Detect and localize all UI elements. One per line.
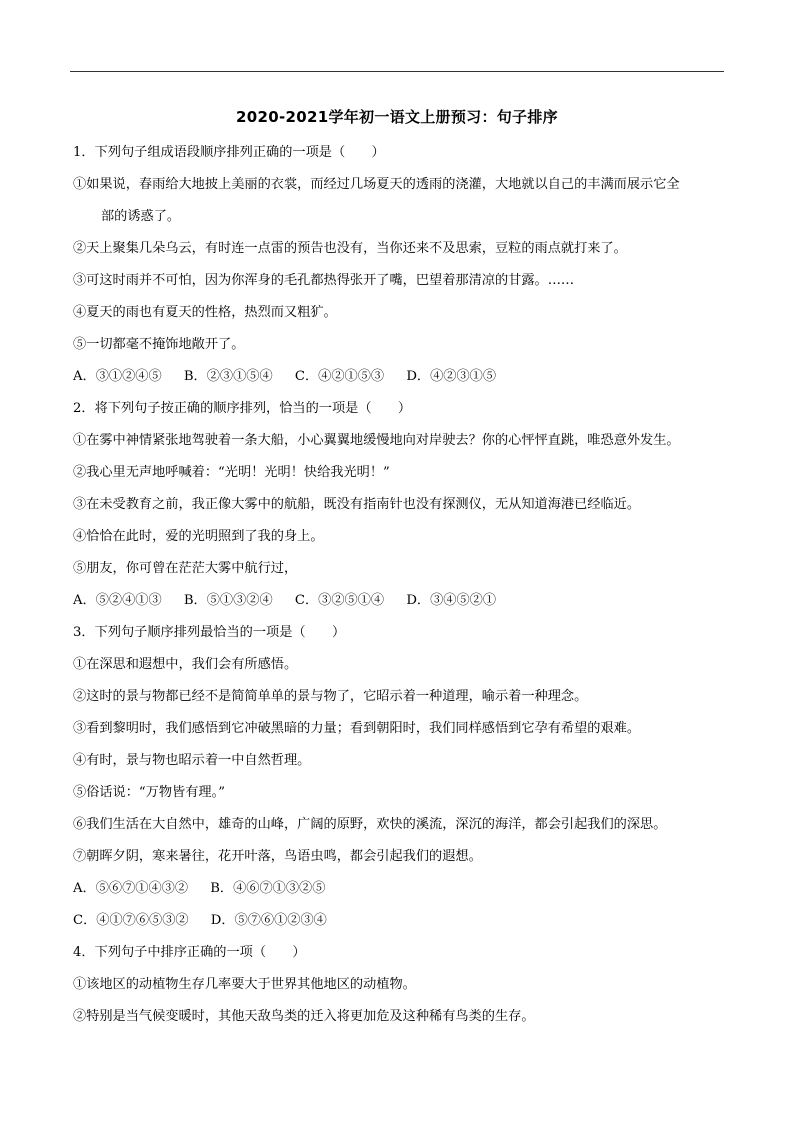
question-list: [73, 137, 729, 1033]
question-3-sentence: ④有时，景与物也昭示着一中自然哲理。: [73, 753, 311, 768]
question-2-stem: 2．将下列句子按正确的顺序排列，恰当的一项是（ ）: [73, 401, 412, 416]
question-2-sentence: ⑤朋友，你可曾在茫茫大雾中航行过，: [73, 561, 298, 576]
option-d[interactable]: D．④②③①⑤: [406, 369, 497, 384]
option-d[interactable]: D．⑤⑦⑥①②③④: [210, 913, 327, 928]
question-1-sentence: 部的诱惑了。: [101, 209, 181, 224]
question-3-sentence: ⑤俗话说：“万物皆有理。”: [73, 785, 225, 800]
question-2-sentence: ①在雾中神情紧张地驾驶着一条大船，小心翼翼地缓慢地向对岸驶去？你的心怦怦直跳，唯恐意外发生。: [73, 433, 680, 448]
question-3-options-row-2: [73, 905, 729, 937]
question-1-sentence: ⑤一切都毫不掩饰地敞开了。: [73, 337, 245, 352]
header-rule: [70, 71, 724, 72]
page-title: 2020-2021学年初一语文上册预习：句子排序: [236, 108, 558, 126]
question-3-options-row-1: [73, 873, 729, 905]
option-b[interactable]: B．⑤①③②④: [183, 593, 273, 608]
option-b[interactable]: B．④⑥⑦①③②⑤: [210, 881, 326, 896]
option-c[interactable]: C．④①⑦⑥⑤③②: [73, 913, 189, 928]
question-1-sentence: ②天上聚集几朵乌云，有时连一点雷的预告也没有，当你还来不及思索，豆粒的雨点就打来了。: [73, 241, 627, 256]
question-1-sentence: ①如果说，春雨给大地披上美丽的衣裳，而经过几场夏天的透雨的浇灌，大地就以自己的丰满而展示它全: [73, 177, 680, 192]
option-a[interactable]: A．⑤②④①③: [73, 593, 162, 608]
question-2-sentence: ②我心里无声地呼喊着：“光明！光明！快给我光明！”: [73, 465, 390, 480]
option-b[interactable]: B．②③①⑤④: [183, 369, 273, 384]
question-3-sentence: ②这时的景与物都已经不是简简单单的景与物了，它昭示着一种道理，喻示着一种理念。: [73, 689, 588, 704]
question-3-sentence: ①在深思和遐想中，我们会有所感悟。: [73, 657, 298, 672]
option-d[interactable]: D．③④⑤②①: [406, 593, 497, 608]
option-c[interactable]: C．④②①⑤③: [294, 369, 385, 384]
option-c[interactable]: C．③②⑤①④: [294, 593, 385, 608]
question-4-stem: 4．下列句子中排序正确的一项（ ）: [73, 945, 306, 960]
question-3-sentence: ⑦朝晖夕阴，寒来暑往，花开叶落，鸟语虫鸣，都会引起我们的遐想。: [73, 849, 482, 864]
option-a[interactable]: A．⑤⑥⑦①④③②: [73, 881, 189, 896]
question-3-sentence: ③看到黎明时，我们感悟到它冲破黑暗的力量；看到朝阳时，我们同样感悟到它孕有希望的艰难。: [73, 721, 641, 736]
question-4-sentence: ①该地区的动植物生存几率要大于世界其他地区的动植物。: [73, 977, 416, 992]
question-1-options: [73, 361, 729, 393]
question-1-sentence: ③可这时雨并不可怕，因为你浑身的毛孔都热得张开了嘴，巴望着那清凉的甘露。……: [73, 273, 575, 288]
question-2-sentence: ③在未受教育之前，我正像大雾中的航船，既没有指南针也没有探测仪，无从知道海港已经临近。: [73, 497, 641, 512]
question-1-sentence: ④夏天的雨也有夏天的性格，热烈而又粗犷。: [73, 305, 337, 320]
question-2-options: [73, 585, 729, 617]
question-3-sentence: ⑥我们生活在大自然中，雄奇的山峰，广阔的原野，欢快的溪流，深沉的海洋，都会引起我们的深思。: [73, 817, 667, 832]
question-1-stem: 1．下列句子组成语段顺序排列正确的一项是（ ）: [73, 145, 385, 160]
option-a[interactable]: A．③①②④⑤: [73, 369, 162, 384]
question-2-sentence: ④恰恰在此时，爱的光明照到了我的身上。: [73, 529, 324, 544]
question-4-sentence: ②特别是当气候变暖时，其他天敌鸟类的迁入将更加危及这种稀有鸟类的生存。: [73, 1009, 535, 1024]
question-3-stem: 3．下列句子顺序排列最恰当的一项是（ ）: [73, 625, 346, 640]
